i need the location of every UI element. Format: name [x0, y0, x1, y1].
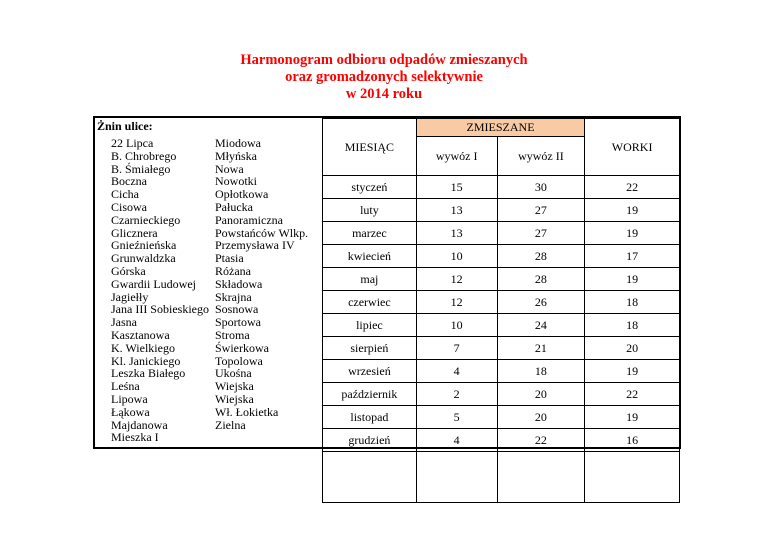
street-name: B. Śmiałego — [111, 161, 171, 176]
bags-cell: 19 — [585, 406, 680, 429]
street-name: Majdanowa — [111, 417, 168, 432]
pickup-1-cell: 15 — [416, 176, 497, 199]
street-name: Cisowa — [111, 199, 147, 214]
pickup-1-cell: 10 — [416, 314, 497, 337]
month-cell: wrzesień — [323, 360, 417, 383]
month-cell: styczeń — [323, 176, 417, 199]
street-name: Powstańców Wlkp. — [215, 225, 309, 240]
month-cell: sierpień — [323, 337, 417, 360]
street-name: Górska — [111, 263, 146, 278]
street-name: Lipowa — [111, 391, 148, 406]
title-line-3: w 2014 roku — [345, 86, 423, 102]
pickup-2-cell: 26 — [497, 291, 585, 314]
month-header: MIESIĄC — [323, 119, 417, 176]
empty-cell — [585, 452, 680, 503]
street-name: Gwardii Ludowej — [111, 276, 196, 291]
table-row — [323, 199, 680, 222]
table-row — [323, 291, 680, 314]
street-name: Jagiełły — [111, 289, 149, 304]
street-name: Ukośna — [215, 366, 252, 381]
month-cell: grudzień — [323, 429, 417, 452]
pickup-2-cell: 18 — [497, 360, 585, 383]
pickup-1-cell: 10 — [416, 245, 497, 268]
table-row — [323, 268, 680, 291]
bags-cell: 18 — [585, 314, 680, 337]
street-name: Młyńska — [215, 148, 257, 163]
month-cell: lipiec — [323, 314, 417, 337]
pickup-1-header: wywóz I — [416, 137, 497, 176]
bags-cell: 19 — [585, 222, 680, 245]
pickup-2-cell: 20 — [497, 383, 585, 406]
street-name: Jasna — [111, 315, 137, 330]
pickup-1-cell: 4 — [416, 429, 497, 452]
pickup-2-cell: 27 — [497, 199, 585, 222]
street-name: Wiejska — [215, 391, 254, 406]
pickup-2-header: wywóz II — [497, 137, 585, 176]
empty-row — [323, 452, 680, 503]
table-row — [323, 406, 680, 429]
bags-cell: 18 — [585, 291, 680, 314]
mixed-header: ZMIESZANE — [416, 119, 584, 137]
pickup-1-cell: 12 — [416, 268, 497, 291]
bags-cell: 17 — [585, 245, 680, 268]
street-name: Miodowa — [215, 136, 261, 150]
street-name: Jana III Sobieskiego — [111, 302, 209, 317]
street-name: Łąkowa — [111, 404, 150, 419]
street-name: Boczna — [111, 174, 147, 189]
bags-cell: 22 — [585, 383, 680, 406]
pickup-1-cell: 7 — [416, 337, 497, 360]
street-name: Panoramiczna — [215, 212, 283, 227]
pickup-2-cell: 28 — [497, 245, 585, 268]
streets-column-1 — [111, 137, 209, 444]
street-name: Składowa — [215, 276, 263, 291]
street-name: Leśna — [111, 379, 140, 394]
pickup-1-cell: 2 — [416, 383, 497, 406]
table-row — [323, 429, 680, 452]
month-cell: czerwiec — [323, 291, 417, 314]
street-name: Przemysława IV — [215, 238, 295, 253]
month-cell: luty — [323, 199, 417, 222]
empty-cell — [323, 452, 417, 503]
pickup-1-cell: 4 — [416, 360, 497, 383]
street-name: B. Chrobrego — [111, 148, 177, 163]
street-name: Wiejska — [215, 379, 254, 394]
table-row — [323, 383, 680, 406]
street-name: Nowotki — [215, 174, 257, 189]
street-name: Glicznera — [111, 225, 158, 240]
month-cell: listopad — [323, 406, 417, 429]
pickup-1-cell: 12 — [416, 291, 497, 314]
street-name: Kl. Janickiego — [111, 353, 181, 368]
month-cell: marzec — [323, 222, 417, 245]
street-name: Kasztanowa — [111, 327, 170, 342]
title-line-1: Harmonogram odbioru odpadów zmieszanych — [240, 52, 528, 68]
table-row — [323, 337, 680, 360]
streets-column-2 — [215, 137, 308, 431]
bags-cell: 19 — [585, 199, 680, 222]
bags-cell: 19 — [585, 268, 680, 291]
schedule-table — [322, 118, 680, 503]
street-name: Zielna — [215, 417, 246, 432]
street-name: K. Wielkiego — [111, 340, 175, 355]
street-name: Ptasia — [215, 251, 244, 266]
bags-cell: 19 — [585, 360, 680, 383]
empty-cell — [497, 452, 585, 503]
street-name: Wł. Łokietka — [215, 404, 279, 419]
street-name: Stroma — [215, 327, 250, 342]
month-cell: maj — [323, 268, 417, 291]
month-cell: październik — [323, 383, 417, 406]
pickup-2-cell: 27 — [497, 222, 585, 245]
pickup-1-cell: 5 — [416, 406, 497, 429]
street-name: Grunwaldzka — [111, 251, 176, 266]
street-name: Różana — [215, 263, 251, 278]
street-name: Mieszka I — [111, 430, 159, 445]
bags-cell: 20 — [585, 337, 680, 360]
street-name: Sosnowa — [215, 302, 259, 317]
street-name: Sportowa — [215, 315, 261, 330]
empty-cell — [416, 452, 497, 503]
table-row — [323, 222, 680, 245]
pickup-2-cell: 24 — [497, 314, 585, 337]
street-name: Cicha — [111, 187, 139, 202]
bags-header: WORKI — [585, 119, 680, 176]
bags-cell: 16 — [585, 429, 680, 452]
pickup-2-cell: 28 — [497, 268, 585, 291]
street-name: Nowa — [215, 161, 244, 176]
street-name: 22 Lipca — [111, 136, 154, 150]
table-row — [323, 360, 680, 383]
street-name: Skrajna — [215, 289, 252, 304]
pickup-1-cell: 13 — [416, 222, 497, 245]
pickup-2-cell: 30 — [497, 176, 585, 199]
table-row — [323, 314, 680, 337]
table-row — [323, 245, 680, 268]
street-name: Opłotkowa — [215, 187, 269, 202]
document-title — [0, 52, 768, 103]
title-line-2: oraz gromadzonych selektywnie — [285, 69, 483, 85]
street-name: Świerkowa — [215, 340, 269, 355]
street-name: Topolowa — [215, 353, 263, 368]
pickup-2-cell: 20 — [497, 406, 585, 429]
pickup-1-cell: 13 — [416, 199, 497, 222]
month-cell: kwiecień — [323, 245, 417, 268]
pickup-2-cell: 21 — [497, 337, 585, 360]
street-name: Pałucka — [215, 199, 253, 214]
bags-cell: 22 — [585, 176, 680, 199]
street-name: Czarnieckiego — [111, 212, 181, 227]
streets-label: Żnin ulice: — [97, 119, 153, 133]
street-name: Gnieźnieńska — [111, 238, 177, 253]
table-row — [323, 176, 680, 199]
street-name: Leszka Białego — [111, 366, 186, 381]
pickup-2-cell: 22 — [497, 429, 585, 452]
